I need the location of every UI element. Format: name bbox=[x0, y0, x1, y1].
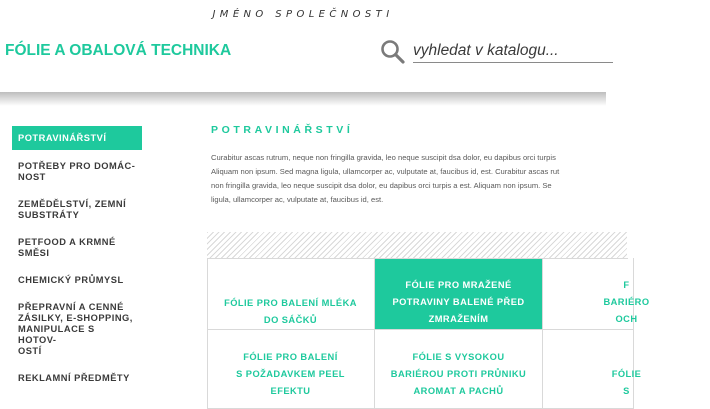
search-icon[interactable] bbox=[380, 39, 406, 65]
sidebar-item-chemicky-prumysl[interactable]: CHEMICKÝ PRŮMYSL bbox=[18, 275, 124, 285]
product-tile-mleko[interactable]: FÓLIE PRO BALENÍ MLÉKA DO SÁČKŮ bbox=[224, 298, 357, 325]
product-tile-partial[interactable]: FÓLIE S bbox=[611, 369, 642, 396]
product-tile-mrazene[interactable]: FÓLIE PRO MRAŽENÉ POTRAVINY BALENÉ PŘED ZMRAŽENÍM bbox=[392, 280, 525, 324]
sidebar-item-petfood[interactable]: PETFOOD A KRMNÉ SMĚSI bbox=[18, 237, 116, 258]
header-shadow bbox=[0, 92, 606, 106]
site-header bbox=[0, 0, 606, 92]
sidebar-item-potreby-pro-domacnost[interactable]: POTŘEBY PRO DOMÁC- NOST bbox=[18, 161, 136, 182]
intro-text: Curabitur ascas rutrum, neque non fringilla gravida, leo neque suscipit dsa dolor, eu dapibus orci turpis Aliquam non ipsum. Sed magna ligula, ullamcorper ac, vulputate at, faucibus id, est. Curabitur ascas rut non fringilla gravida, leo neque suscipit dsa dolor, eu dapibus orci turpis a est. Aliquam non ipsum. Se ligula, ullamcorper ac, vulputate at, faucibus id, est. bbox=[211, 153, 560, 204]
product-tile-peel-efekt[interactable]: FÓLIE PRO BALENÍ S POŽADAVKEM PEEL EFEKTU bbox=[236, 352, 345, 396]
category-sidebar bbox=[12, 126, 142, 384]
sidebar-item-potravinarstvi[interactable]: POTRAVINÁŘSTVÍ bbox=[12, 126, 142, 150]
page-title: POTRAVINÁŘSTVÍ bbox=[211, 124, 354, 136]
sidebar-item-reklamni-predmety[interactable]: REKLAMNÍ PŘEDMĚTY bbox=[18, 373, 130, 383]
sidebar-item-zemedelstvi[interactable]: ZEMĚDĚLSTVÍ, ZEMNÍ SUBSTRÁTY bbox=[18, 199, 127, 220]
product-tile-aromat[interactable]: FÓLIE S VYSOKOU BARIÉROU PROTI PRŮNIKU AROMAT A PACHŮ bbox=[390, 352, 527, 396]
product-tile-barierova[interactable]: F BARIÉRO OCH bbox=[603, 280, 650, 324]
search-input[interactable] bbox=[413, 40, 613, 63]
company-name: JMÉNO SPOLEČNOSTI bbox=[212, 9, 394, 20]
brand-title[interactable]: FÓLIE A OBALOVÁ TECHNIKA bbox=[5, 42, 232, 59]
hatch-divider bbox=[207, 232, 627, 258]
sidebar-item-prepravni-zasilky[interactable]: PŘEPRAVNÍ A CENNÉ ZÁSILKY, E-SHOPPING, MANIPULACE S HOTOV- OSTÍ bbox=[18, 302, 133, 356]
